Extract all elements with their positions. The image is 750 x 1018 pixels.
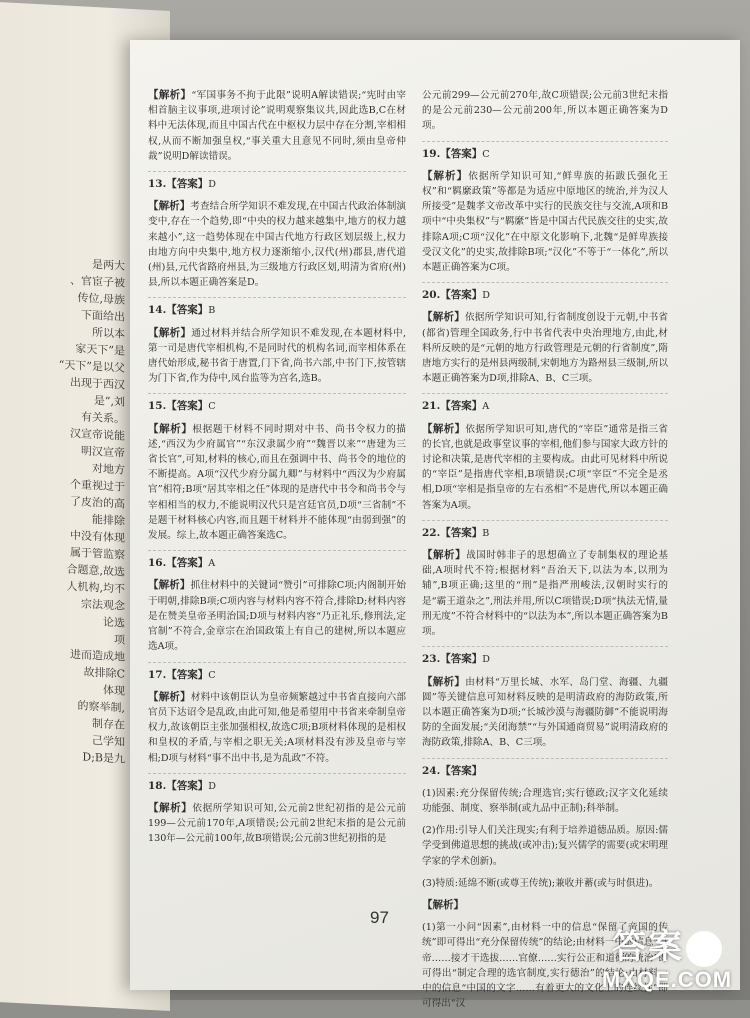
question-answer-line [422,147,668,162]
explanation-paragraph [148,801,406,847]
label-tag: 【解析】 [148,801,193,814]
watermark-circle-icon [686,931,722,967]
left-page-fragment: 故排除C [83,665,125,681]
explanation-paragraph [422,422,668,513]
left-page-fragment: 己学知 [92,733,125,749]
explanation-paragraph [422,169,668,275]
body-text: 战国时韩非子的思想确立了专制集权的理论基础,A项时代不符;根据材料“吾治天下,以法为本,以刑为辅”,B项正确;这里的“刑”是指严刑峻法,汉朝时实行的是“霸王道杂之”,刑法并用,所以C项错误;D项“执法无情,量刑无度”不符合材料中的“以法为本”,所以本题正确答案为B项。 [422,550,669,638]
question-answer-line [148,779,406,794]
divider [148,550,406,551]
question-answer-line [148,303,406,318]
explanation-paragraph [148,326,406,387]
left-page-fragment: 出现于西汉 [70,375,125,392]
body-text: (3)特质:延绵不断(或尊王传统);兼收并蓄(或与时俱进)。 [422,877,659,889]
label-tag: 【解析】 [422,311,465,324]
body-text: (2)作用:引导人们关注现实;有利于培养道德品质。原因:儒学受到佛道思想的挑战(或冲击);复兴儒学的需要(或宋明理学家的学术创新)。 [422,825,668,867]
question-answer-line [422,288,668,303]
explanation-paragraph [422,310,668,386]
body-text: 抓住材料中的关键词“赞引”可排除C项;内阁制开始于明朝,排除B项;C项内容与材料内容不符合,排除D;材料内容是在赞美皇帝圣明治国;D项与材料内容“乃正礼乐,修刑法,定官制”不符合,金章宗在治国政策上有自己的建树,所以本题应选A项。 [148,580,407,653]
body-text: A [482,401,490,413]
left-page-fragment: 人机构,均不 [66,579,125,596]
explanation-paragraph [422,675,668,751]
body-text: B [482,527,490,539]
label-tag: 【解析】 [148,579,191,592]
divider [148,297,406,298]
label-tag: 【答案】 [440,289,483,302]
body-text: C [482,148,490,160]
left-page-fragment: 能排除 [92,512,125,528]
watermark-top: 答案 [592,928,742,967]
left-page-fragment: 汉宣帝说能 [70,426,125,443]
label-tag: 【解析】 [422,549,467,562]
explanation-paragraph [148,199,406,290]
question-number: 22. [422,526,441,539]
label-tag: 【答案】 [166,779,209,792]
question-answer-line [422,399,668,414]
question-number: 24. [422,764,441,777]
left-page-fragment: 论选 [103,615,125,630]
question-number: 23. [422,653,441,666]
right-page [130,40,740,1010]
body-text: D [482,290,490,302]
question-number: 13. [148,178,167,191]
question-answer-line [148,399,406,414]
explanation-paragraph [422,898,668,913]
question-number: 15. [148,400,167,413]
body-text: 考查结合所学知识不难发现,在中国古代政治体制演变中,存在一个趋势,即“中央的权力越来越集中,地方的权力越来越小”,这一趋势体现在中国古代地方行政区划层级上,权力由地方向中央集中,地方权力逐渐缩小,汉代(州)郡县,唐代道(州)县,元代省路府州县,为三级地方行政区划,明清为省府(州)县,所以本题正确答案是D。 [148,201,406,289]
question-answer-line [422,764,668,779]
explanation-paragraph [422,786,668,816]
question-answer-line [422,526,668,541]
body-text: (1)因素:充分保留传统;合理选官;实行德政;汉字文化延续功能强、制度、察举制(或九品中正制);科举制。 [422,787,668,814]
label-tag: 【答案】 [166,178,209,191]
explanation-paragraph [148,578,406,654]
question-number: 20. [422,289,441,302]
divider [422,141,668,142]
body-text: D [482,654,490,666]
body-text: 由材料“万里长城、水军、岛门堂、海疆、九疆圆”等关键信息可知材料反映的是明清政府的海防政策,所以本题正确答案为D项;“长城沙漠与海疆防御”不能说明海防的全面发展;“关闭海禁”“与外国通商贸易”说明清政府的海防政策,排除A、B、C三项。 [422,676,668,749]
body-text: D [208,179,216,191]
explanation-paragraph [422,548,668,639]
body-text: D [208,780,216,792]
label-tag: 【答案】 [440,526,483,539]
label-tag: 【解析】 [148,89,192,101]
site-watermark [592,928,742,994]
left-page-fragment: “天下”是以父 [58,358,125,375]
body-text: 材料中该朝臣认为皇帝频繁越过中书省直接向六部官员下达诏令是乱政,由此可知,他是希望用中书省来牵制皇帝权力,故该朝臣主张加强相权,故选C项;B项材料体现的是相权和皇权的矛盾,与宰相之职无关;A项材料没有涉及皇帝与宰相;D项与材料“事不出中书,是为乱政”不符。 [148,691,407,764]
question-answer-line [148,556,406,571]
body-text: 依据所学知识可知,公元前2世纪初指的是公元前199—公元前170年,A项错误;公元前2世纪末指的是公元前130年—公元前100年,故B项错误;公元前3世纪初指的是 [148,802,407,845]
question-number: 16. [148,557,167,570]
label-tag: 【答案】 [440,147,483,160]
watermark-bottom: MXQE.COM [601,967,733,993]
left-page-fragment: 有关系。 [81,410,125,426]
left-page-fragment: 项 [114,633,125,647]
explanation-paragraph [422,88,668,134]
label-tag: 【解析】 [148,690,191,703]
left-page-fragment: 宗法观念 [81,597,125,613]
explanation-paragraph [148,690,406,766]
label-tag: 【解析】 [148,326,192,339]
left-page-fragment: 制存在 [92,716,125,732]
label-tag: 【解析】 [422,675,466,688]
label-tag: 【答案】 [166,557,209,570]
label-tag: 【答案】 [440,764,483,777]
page-number: 97 [370,908,389,927]
question-number: 21. [422,400,441,413]
body-text: “军国事务不拘于此限”说明A解读错误;“宪时由宰相首脑主议事项,进项讨论”说明观察集议共,因此选B,C在材料中无法体现,而且中国古代在中枢权力层中存在分割,宰相相权,从而不断加强皇权,“事关重大且意见不同时,须由皇帝仲裁”说明D解读错误。 [148,90,407,162]
label-tag: 【答案】 [440,653,483,666]
body-text: 通过材料并结合所学知识不难发现,在本题材料中,第一司是唐代宰相机构,不是同时代的机构名词,而宰相体系在唐代始形成,秘书省于唐置,门下省,尚书六部,中书门下,按管辖为门下省,作为侍中,凤台监等为宫名,选B。 [148,327,406,385]
column-right [422,88,668,1018]
left-page-fragment: 传位,母族 [77,291,125,307]
left-page-fragment: 了皮治的高 [70,494,125,511]
left-page-fragment: 、官宦子被 [70,273,125,290]
left-page-fragment: 是”,刘 [93,394,125,409]
divider [148,662,406,663]
divider [148,773,406,774]
question-number: 14. [148,304,167,317]
divider [422,758,668,759]
body-text: 依据所学知识可知,唐代的“宰臣”通常是指三省的长官,也就是政事堂议事的宰相,他们参与国家大政方针的讨论和决策,是唐代宰相的主要构成。由此可见材料中所说的“宰臣”是指唐代宰相,B项错误;C项“宰臣”不完全是丞相,D项“宰相是指皇帝的左右丞相”不是唐代,所以本题正确答案为A项。 [422,423,669,511]
question-answer-line [148,177,406,192]
body-text: 依据所学知识可知,行省制度创设于元朝,中书省(都省)管理全国政务,行中书省代表中央治理地方,由此,材料所反映的是“元朝的地方行政管理是元朝的行省制度”,隋唐地方实行的是州县两级制,宋朝地方为路州县三级制,所以本题正确答案为D项,排除A、B、C三项。 [422,312,668,385]
label-tag: 【解析】 [422,898,464,911]
left-page-fragment: 下面给出 [81,308,125,324]
left-page-fragment: 的察举制, [77,699,125,715]
question-number: 18. [148,779,167,792]
body-text: C [208,669,216,681]
divider [422,393,668,394]
body-text: B [208,305,216,317]
body-text: 公元前299—公元前270年,故C项错误;公元前3世纪末指的是公元前230—公元前200年,所以本题正确答案为D项。 [422,90,668,132]
explanation-paragraph [422,823,668,869]
question-answer-line [148,668,406,683]
left-page-fragment: 进而造成地 [70,647,125,664]
left-page-fragment: 明汉宣帝 [81,444,125,460]
body-text: 依据所学知识可知,“鲜卑族的拓跋氏强化王权”和“羁縻政策”等都是为适应中原地区的统治,并为汉人所接受”是魏孝文帝改革中实行的民族交往与交流,A项和B项中“中央集权”与“羁縻”皆是中国古代民族交往的史实,故排除A项;C项“汉化”在中原文化影响下,北魏“是鲜卑族接受汉文化”的史实,故排除B项;“汉化”不等于“一体化”,所以本题正确答案为C项。 [422,170,668,274]
body-text: A [208,558,216,570]
explanation-paragraph [148,88,406,164]
label-tag: 【解析】 [148,200,191,213]
left-page-fragment: 合题意,故选 [66,562,125,579]
question-answer-line [422,652,668,667]
body-text: C [208,401,216,413]
body-text: 根据题干材料不同时期对中书、尚书令权力的描述,“西汉为少府属官”“东汉隶属少府”“魏晋以来”“唐建为三省长官”,可知,材料的核心,而且在强调中书、尚书令的地位的不断提高。A项“汉代少府分属九卿”与材料中“西汉为少府属官”相符;B项“居其宰相之任”体现的是唐代中书令和尚书令与宰相相当的权力,不能说明汉代只是宫廷官员,D项“三省制”不是题干材料核心内容,而且题干材料并不能体现“由弱到强”的发展。综上,故本题正确答案选C。 [148,423,406,542]
explanation-paragraph [422,876,668,891]
left-page-fragment: 中没有体现 [70,528,125,545]
label-tag: 【答案】 [440,400,483,413]
left-page-fragment: 体现 [103,683,125,698]
column-left [148,88,406,854]
left-page-fragment: 对地方 [92,461,125,477]
divider [148,171,406,172]
label-tag: 【解析】 [422,169,469,182]
left-page-fragment: 是两大 [92,257,125,273]
label-tag: 【答案】 [166,668,209,681]
divider [422,646,668,647]
left-page-fragment: 家天下”是 [75,342,125,358]
divider [422,520,668,521]
question-number: 19. [422,147,441,160]
divider [422,282,668,283]
divider [148,393,406,394]
label-tag: 【答案】 [166,400,209,413]
left-page-fragment: 个重视过于 [70,477,125,494]
body-text: (1)第一小问“因素”,由材料一中的信息“保留了帝国的传统”即可得出“充分保留传统”的结论;由材料一中的信息“皇帝……接才干选拔……官僚……实行公正和道德的统治”即可得出“制定合理的选官制度,实行德治”的结论;由材料一中的信息“中国的文字……有着更大的文化上的连续性”即可得出“汉 [422,922,668,1010]
left-page-fragment: 所以本 [92,325,125,341]
explanation-paragraph [148,422,406,544]
label-tag: 【答案】 [166,304,209,317]
label-tag: 【解析】 [148,422,193,435]
question-number: 17. [148,668,167,681]
left-page-fragment: D;B是九 [82,750,125,766]
left-page-fragment: 属于管监察 [70,545,125,562]
label-tag: 【解析】 [422,422,466,435]
